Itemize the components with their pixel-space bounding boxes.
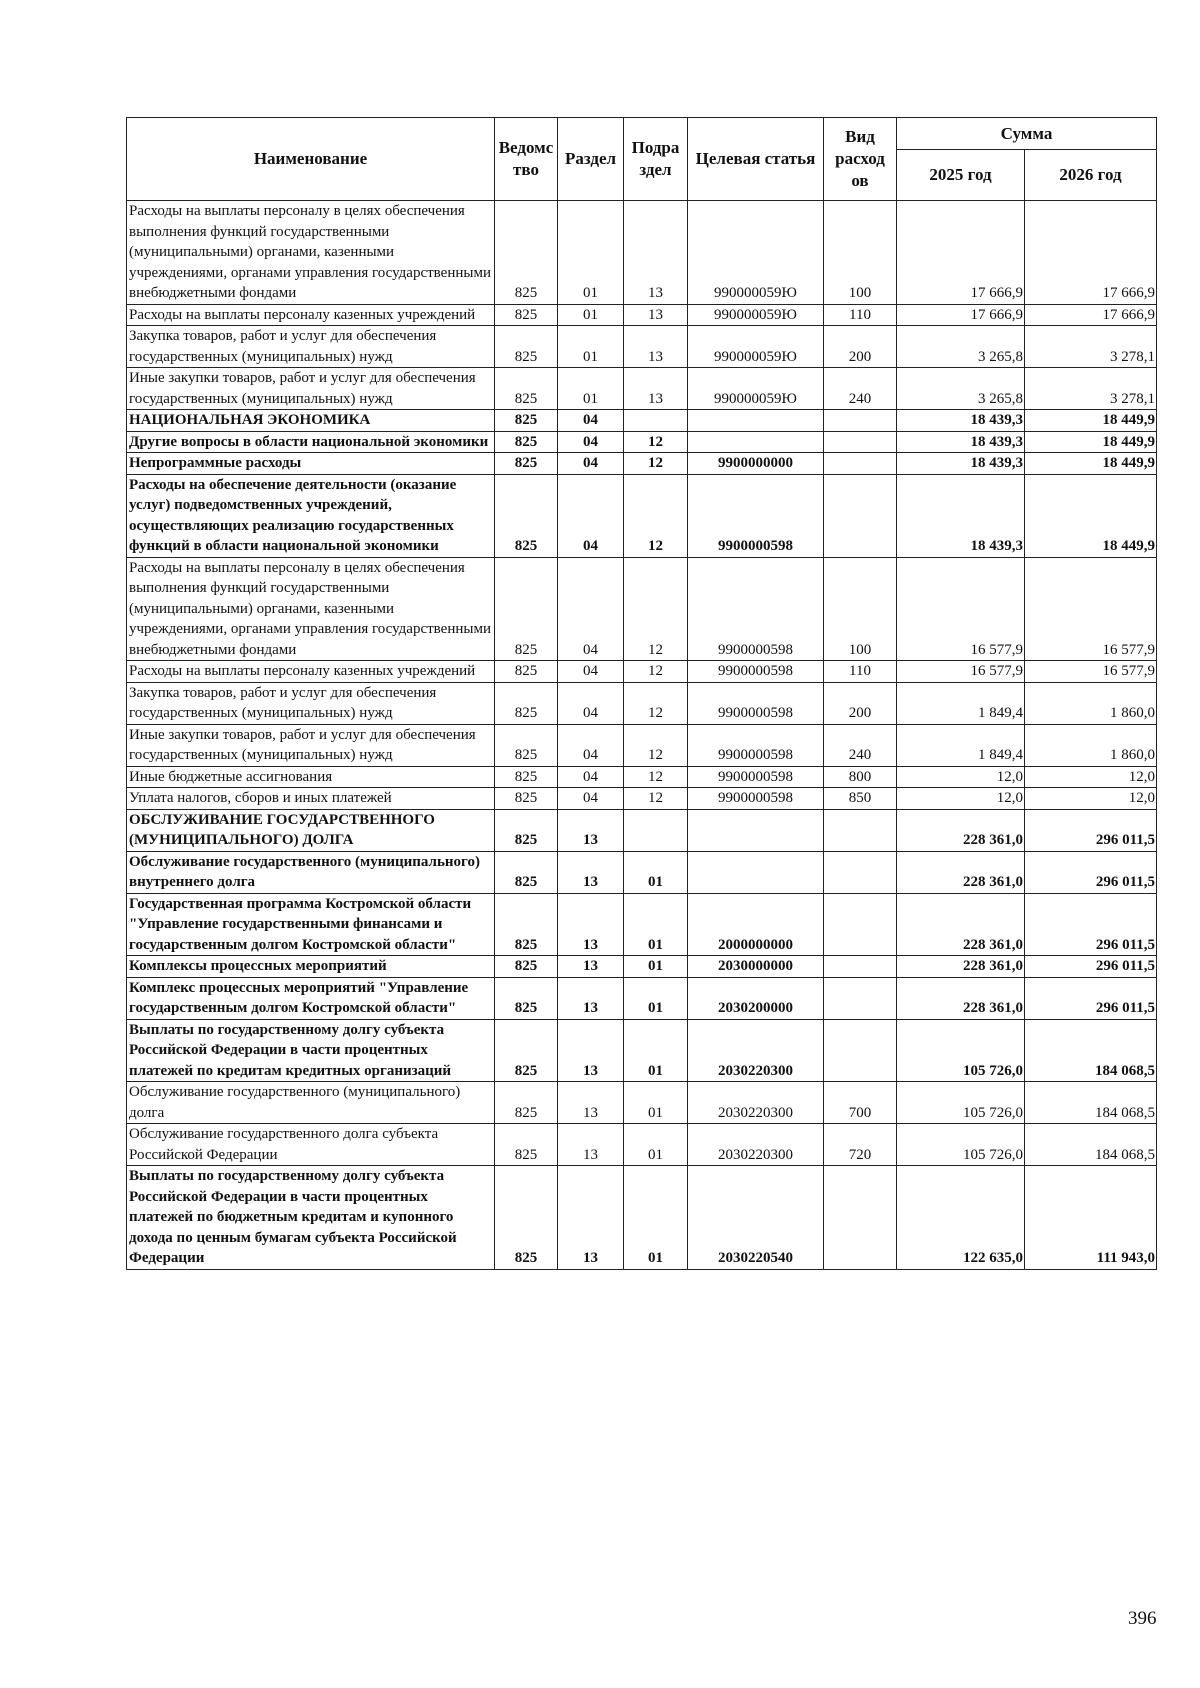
cell-section: 04 bbox=[558, 682, 624, 724]
cell-name: НАЦИОНАЛЬНАЯ ЭКОНОМИКА bbox=[127, 410, 495, 432]
cell-type bbox=[824, 410, 897, 432]
cell-type: 100 bbox=[824, 201, 897, 305]
cell-2025: 105 726,0 bbox=[897, 1082, 1025, 1124]
cell-target: 9900000598 bbox=[688, 788, 824, 810]
cell-target bbox=[688, 431, 824, 453]
cell-section: 01 bbox=[558, 201, 624, 305]
cell-subsection: 12 bbox=[624, 453, 688, 475]
cell-name: Выплаты по государственному долгу субъекта Российской Федерации в части процентных платежей по бюджетным кредитам и купонного дохода по ценным бумагам субъекта Российской Федерации bbox=[127, 1166, 495, 1270]
cell-target: 9900000598 bbox=[688, 766, 824, 788]
table-row bbox=[127, 788, 1157, 810]
cell-name: Расходы на выплаты персоналу казенных учреждений bbox=[127, 661, 495, 683]
header-sum: Сумма bbox=[897, 118, 1157, 150]
cell-section: 13 bbox=[558, 956, 624, 978]
header-2026: 2026 год bbox=[1025, 150, 1157, 201]
cell-2026: 296 011,5 bbox=[1025, 809, 1157, 851]
cell-dept: 825 bbox=[495, 431, 558, 453]
cell-target bbox=[688, 809, 824, 851]
cell-type bbox=[824, 809, 897, 851]
cell-type: 200 bbox=[824, 326, 897, 368]
cell-dept: 825 bbox=[495, 851, 558, 893]
cell-2025: 228 361,0 bbox=[897, 893, 1025, 956]
cell-2025: 3 265,8 bbox=[897, 368, 1025, 410]
cell-dept: 825 bbox=[495, 557, 558, 661]
cell-section: 04 bbox=[558, 724, 624, 766]
cell-2026: 184 068,5 bbox=[1025, 1082, 1157, 1124]
table-row bbox=[127, 809, 1157, 851]
cell-type bbox=[824, 1166, 897, 1270]
cell-section: 04 bbox=[558, 661, 624, 683]
table-row bbox=[127, 1124, 1157, 1166]
cell-2025: 228 361,0 bbox=[897, 956, 1025, 978]
cell-name: Иные бюджетные ассигнования bbox=[127, 766, 495, 788]
cell-name: Иные закупки товаров, работ и услуг для обеспечения государственных (муниципальных) нужд bbox=[127, 368, 495, 410]
cell-2026: 16 577,9 bbox=[1025, 557, 1157, 661]
cell-name: Закупка товаров, работ и услуг для обеспечения государственных (муниципальных) нужд bbox=[127, 682, 495, 724]
header-2025: 2025 год bbox=[897, 150, 1025, 201]
header-type: Вид расход ов bbox=[824, 118, 897, 201]
cell-section: 04 bbox=[558, 410, 624, 432]
page-number: 396 bbox=[1128, 1608, 1157, 1629]
cell-name: Выплаты по государственному долгу субъекта Российской Федерации в части процентных платежей по кредитам кредитных организаций bbox=[127, 1019, 495, 1082]
cell-subsection: 13 bbox=[624, 368, 688, 410]
cell-dept: 825 bbox=[495, 977, 558, 1019]
cell-subsection: 12 bbox=[624, 788, 688, 810]
cell-target: 2030220540 bbox=[688, 1166, 824, 1270]
table-row bbox=[127, 851, 1157, 893]
cell-section: 04 bbox=[558, 453, 624, 475]
table-row bbox=[127, 1166, 1157, 1270]
cell-section: 04 bbox=[558, 788, 624, 810]
cell-2026: 17 666,9 bbox=[1025, 201, 1157, 305]
table-body bbox=[127, 201, 1157, 1270]
cell-name: Обслуживание государственного (муниципального) долга bbox=[127, 1082, 495, 1124]
cell-section: 13 bbox=[558, 851, 624, 893]
cell-2025: 18 439,3 bbox=[897, 431, 1025, 453]
table-row bbox=[127, 304, 1157, 326]
cell-subsection: 01 bbox=[624, 1124, 688, 1166]
cell-dept: 825 bbox=[495, 1019, 558, 1082]
cell-subsection: 01 bbox=[624, 977, 688, 1019]
cell-type bbox=[824, 956, 897, 978]
cell-dept: 825 bbox=[495, 893, 558, 956]
cell-target: 9900000598 bbox=[688, 557, 824, 661]
cell-dept: 825 bbox=[495, 682, 558, 724]
cell-2025: 17 666,9 bbox=[897, 201, 1025, 305]
cell-type bbox=[824, 453, 897, 475]
cell-type bbox=[824, 893, 897, 956]
cell-name: Расходы на выплаты персоналу казенных учреждений bbox=[127, 304, 495, 326]
cell-subsection: 01 bbox=[624, 1082, 688, 1124]
cell-2026: 1 860,0 bbox=[1025, 724, 1157, 766]
cell-2026: 1 860,0 bbox=[1025, 682, 1157, 724]
cell-target: 2030220300 bbox=[688, 1019, 824, 1082]
cell-2026: 12,0 bbox=[1025, 788, 1157, 810]
cell-dept: 825 bbox=[495, 1124, 558, 1166]
cell-2025: 18 439,3 bbox=[897, 410, 1025, 432]
header-dept: Ведомс тво bbox=[495, 118, 558, 201]
cell-subsection: 01 bbox=[624, 956, 688, 978]
cell-target: 9900000598 bbox=[688, 682, 824, 724]
cell-section: 13 bbox=[558, 809, 624, 851]
cell-target: 990000059Ю bbox=[688, 304, 824, 326]
cell-subsection: 01 bbox=[624, 893, 688, 956]
cell-name: Закупка товаров, работ и услуг для обеспечения государственных (муниципальных) нужд bbox=[127, 326, 495, 368]
table-row bbox=[127, 326, 1157, 368]
cell-subsection: 13 bbox=[624, 201, 688, 305]
cell-type: 100 bbox=[824, 557, 897, 661]
cell-name: Государственная программа Костромской области "Управление государственными финансами и государственным долгом Костромской области" bbox=[127, 893, 495, 956]
cell-2026: 12,0 bbox=[1025, 766, 1157, 788]
cell-name: Расходы на выплаты персоналу в целях обеспечения выполнения функций государственными (муниципальными) органами, казенными учреждениями, органами управления государственными внебюджетными фондами bbox=[127, 557, 495, 661]
header-subsection: Подра здел bbox=[624, 118, 688, 201]
cell-2026: 296 011,5 bbox=[1025, 956, 1157, 978]
cell-name: Другие вопросы в области национальной экономики bbox=[127, 431, 495, 453]
cell-name: Обслуживание государственного (муниципального) внутреннего долга bbox=[127, 851, 495, 893]
table-row bbox=[127, 1082, 1157, 1124]
cell-section: 01 bbox=[558, 304, 624, 326]
cell-target: 2030220300 bbox=[688, 1124, 824, 1166]
cell-dept: 825 bbox=[495, 453, 558, 475]
cell-subsection: 12 bbox=[624, 431, 688, 453]
cell-name: Обслуживание государственного долга субъекта Российской Федерации bbox=[127, 1124, 495, 1166]
cell-section: 13 bbox=[558, 1166, 624, 1270]
cell-dept: 825 bbox=[495, 1082, 558, 1124]
cell-name: Расходы на выплаты персоналу в целях обеспечения выполнения функций государственными (муниципальными) органами, казенными учреждениями, органами управления государственными внебюджетными фондами bbox=[127, 201, 495, 305]
budget-table bbox=[126, 117, 1157, 1270]
cell-dept: 825 bbox=[495, 956, 558, 978]
cell-target: 9900000598 bbox=[688, 661, 824, 683]
cell-dept: 825 bbox=[495, 788, 558, 810]
cell-section: 04 bbox=[558, 557, 624, 661]
cell-2025: 228 361,0 bbox=[897, 809, 1025, 851]
cell-type: 800 bbox=[824, 766, 897, 788]
cell-section: 04 bbox=[558, 766, 624, 788]
table-row bbox=[127, 1019, 1157, 1082]
table-row bbox=[127, 956, 1157, 978]
cell-target: 2000000000 bbox=[688, 893, 824, 956]
cell-type: 720 bbox=[824, 1124, 897, 1166]
cell-section: 04 bbox=[558, 431, 624, 453]
cell-target: 9900000598 bbox=[688, 474, 824, 557]
cell-2025: 16 577,9 bbox=[897, 661, 1025, 683]
cell-section: 13 bbox=[558, 893, 624, 956]
cell-2025: 122 635,0 bbox=[897, 1166, 1025, 1270]
cell-target: 2030000000 bbox=[688, 956, 824, 978]
cell-2026: 184 068,5 bbox=[1025, 1124, 1157, 1166]
cell-dept: 825 bbox=[495, 766, 558, 788]
cell-2025: 105 726,0 bbox=[897, 1019, 1025, 1082]
cell-subsection: 01 bbox=[624, 1166, 688, 1270]
cell-dept: 825 bbox=[495, 809, 558, 851]
cell-dept: 825 bbox=[495, 201, 558, 305]
cell-2025: 12,0 bbox=[897, 766, 1025, 788]
cell-2025: 12,0 bbox=[897, 788, 1025, 810]
cell-2026: 3 278,1 bbox=[1025, 326, 1157, 368]
cell-name: Комплекс процессных мероприятий "Управление государственным долгом Костромской области" bbox=[127, 977, 495, 1019]
cell-dept: 825 bbox=[495, 410, 558, 432]
cell-subsection: 13 bbox=[624, 304, 688, 326]
cell-section: 01 bbox=[558, 368, 624, 410]
cell-type: 240 bbox=[824, 368, 897, 410]
cell-2026: 16 577,9 bbox=[1025, 661, 1157, 683]
cell-2025: 18 439,3 bbox=[897, 474, 1025, 557]
cell-name: ОБСЛУЖИВАНИЕ ГОСУДАРСТВЕННОГО (МУНИЦИПАЛЬНОГО) ДОЛГА bbox=[127, 809, 495, 851]
cell-type bbox=[824, 977, 897, 1019]
cell-2025: 18 439,3 bbox=[897, 453, 1025, 475]
cell-section: 13 bbox=[558, 1124, 624, 1166]
table-row bbox=[127, 368, 1157, 410]
cell-target: 9900000000 bbox=[688, 453, 824, 475]
table-row bbox=[127, 201, 1157, 305]
cell-2025: 1 849,4 bbox=[897, 724, 1025, 766]
table-row bbox=[127, 682, 1157, 724]
cell-2025: 228 361,0 bbox=[897, 851, 1025, 893]
cell-2026: 296 011,5 bbox=[1025, 851, 1157, 893]
cell-2026: 184 068,5 bbox=[1025, 1019, 1157, 1082]
cell-section: 13 bbox=[558, 1019, 624, 1082]
cell-type: 110 bbox=[824, 661, 897, 683]
cell-target: 9900000598 bbox=[688, 724, 824, 766]
header-target: Целевая статья bbox=[688, 118, 824, 201]
cell-subsection: 12 bbox=[624, 682, 688, 724]
cell-2026: 18 449,9 bbox=[1025, 410, 1157, 432]
table-row bbox=[127, 724, 1157, 766]
cell-subsection bbox=[624, 809, 688, 851]
cell-type bbox=[824, 851, 897, 893]
cell-type: 110 bbox=[824, 304, 897, 326]
cell-target: 2030200000 bbox=[688, 977, 824, 1019]
cell-type: 850 bbox=[824, 788, 897, 810]
table-row bbox=[127, 557, 1157, 661]
cell-subsection bbox=[624, 410, 688, 432]
cell-2025: 16 577,9 bbox=[897, 557, 1025, 661]
table-row bbox=[127, 893, 1157, 956]
cell-target: 990000059Ю bbox=[688, 368, 824, 410]
cell-2026: 18 449,9 bbox=[1025, 431, 1157, 453]
header-section: Раздел bbox=[558, 118, 624, 201]
cell-2025: 17 666,9 bbox=[897, 304, 1025, 326]
cell-dept: 825 bbox=[495, 661, 558, 683]
cell-dept: 825 bbox=[495, 724, 558, 766]
table-row bbox=[127, 431, 1157, 453]
cell-section: 04 bbox=[558, 474, 624, 557]
table-row bbox=[127, 474, 1157, 557]
cell-name: Комплексы процессных мероприятий bbox=[127, 956, 495, 978]
cell-subsection: 12 bbox=[624, 724, 688, 766]
cell-2026: 3 278,1 bbox=[1025, 368, 1157, 410]
cell-type: 700 bbox=[824, 1082, 897, 1124]
cell-2026: 18 449,9 bbox=[1025, 453, 1157, 475]
cell-name: Непрограммные расходы bbox=[127, 453, 495, 475]
header-name: Наименование bbox=[127, 118, 495, 201]
cell-2025: 228 361,0 bbox=[897, 977, 1025, 1019]
cell-type: 240 bbox=[824, 724, 897, 766]
cell-target: 990000059Ю bbox=[688, 201, 824, 305]
cell-type bbox=[824, 1019, 897, 1082]
table-row bbox=[127, 453, 1157, 475]
cell-name: Уплата налогов, сборов и иных платежей bbox=[127, 788, 495, 810]
cell-type bbox=[824, 474, 897, 557]
cell-2026: 18 449,9 bbox=[1025, 474, 1157, 557]
cell-target bbox=[688, 851, 824, 893]
cell-type bbox=[824, 431, 897, 453]
cell-dept: 825 bbox=[495, 326, 558, 368]
cell-subsection: 12 bbox=[624, 661, 688, 683]
cell-subsection: 13 bbox=[624, 326, 688, 368]
cell-dept: 825 bbox=[495, 1166, 558, 1270]
cell-name: Иные закупки товаров, работ и услуг для обеспечения государственных (муниципальных) нужд bbox=[127, 724, 495, 766]
table-row bbox=[127, 766, 1157, 788]
cell-2026: 296 011,5 bbox=[1025, 893, 1157, 956]
cell-target bbox=[688, 410, 824, 432]
cell-target: 990000059Ю bbox=[688, 326, 824, 368]
cell-subsection: 01 bbox=[624, 851, 688, 893]
cell-type: 200 bbox=[824, 682, 897, 724]
cell-section: 13 bbox=[558, 1082, 624, 1124]
cell-2025: 105 726,0 bbox=[897, 1124, 1025, 1166]
cell-2025: 1 849,4 bbox=[897, 682, 1025, 724]
cell-2026: 111 943,0 bbox=[1025, 1166, 1157, 1270]
cell-target: 2030220300 bbox=[688, 1082, 824, 1124]
table-row bbox=[127, 977, 1157, 1019]
cell-name: Расходы на обеспечение деятельности (оказание услуг) подведомственных учреждений, осуществляющих реализацию государственных функций в области национальной экономики bbox=[127, 474, 495, 557]
cell-dept: 825 bbox=[495, 368, 558, 410]
cell-subsection: 12 bbox=[624, 766, 688, 788]
table-row bbox=[127, 661, 1157, 683]
table-row bbox=[127, 410, 1157, 432]
cell-subsection: 12 bbox=[624, 557, 688, 661]
cell-section: 01 bbox=[558, 326, 624, 368]
cell-subsection: 12 bbox=[624, 474, 688, 557]
cell-dept: 825 bbox=[495, 474, 558, 557]
cell-2025: 3 265,8 bbox=[897, 326, 1025, 368]
cell-section: 13 bbox=[558, 977, 624, 1019]
cell-2026: 296 011,5 bbox=[1025, 977, 1157, 1019]
cell-dept: 825 bbox=[495, 304, 558, 326]
cell-2026: 17 666,9 bbox=[1025, 304, 1157, 326]
cell-subsection: 01 bbox=[624, 1019, 688, 1082]
